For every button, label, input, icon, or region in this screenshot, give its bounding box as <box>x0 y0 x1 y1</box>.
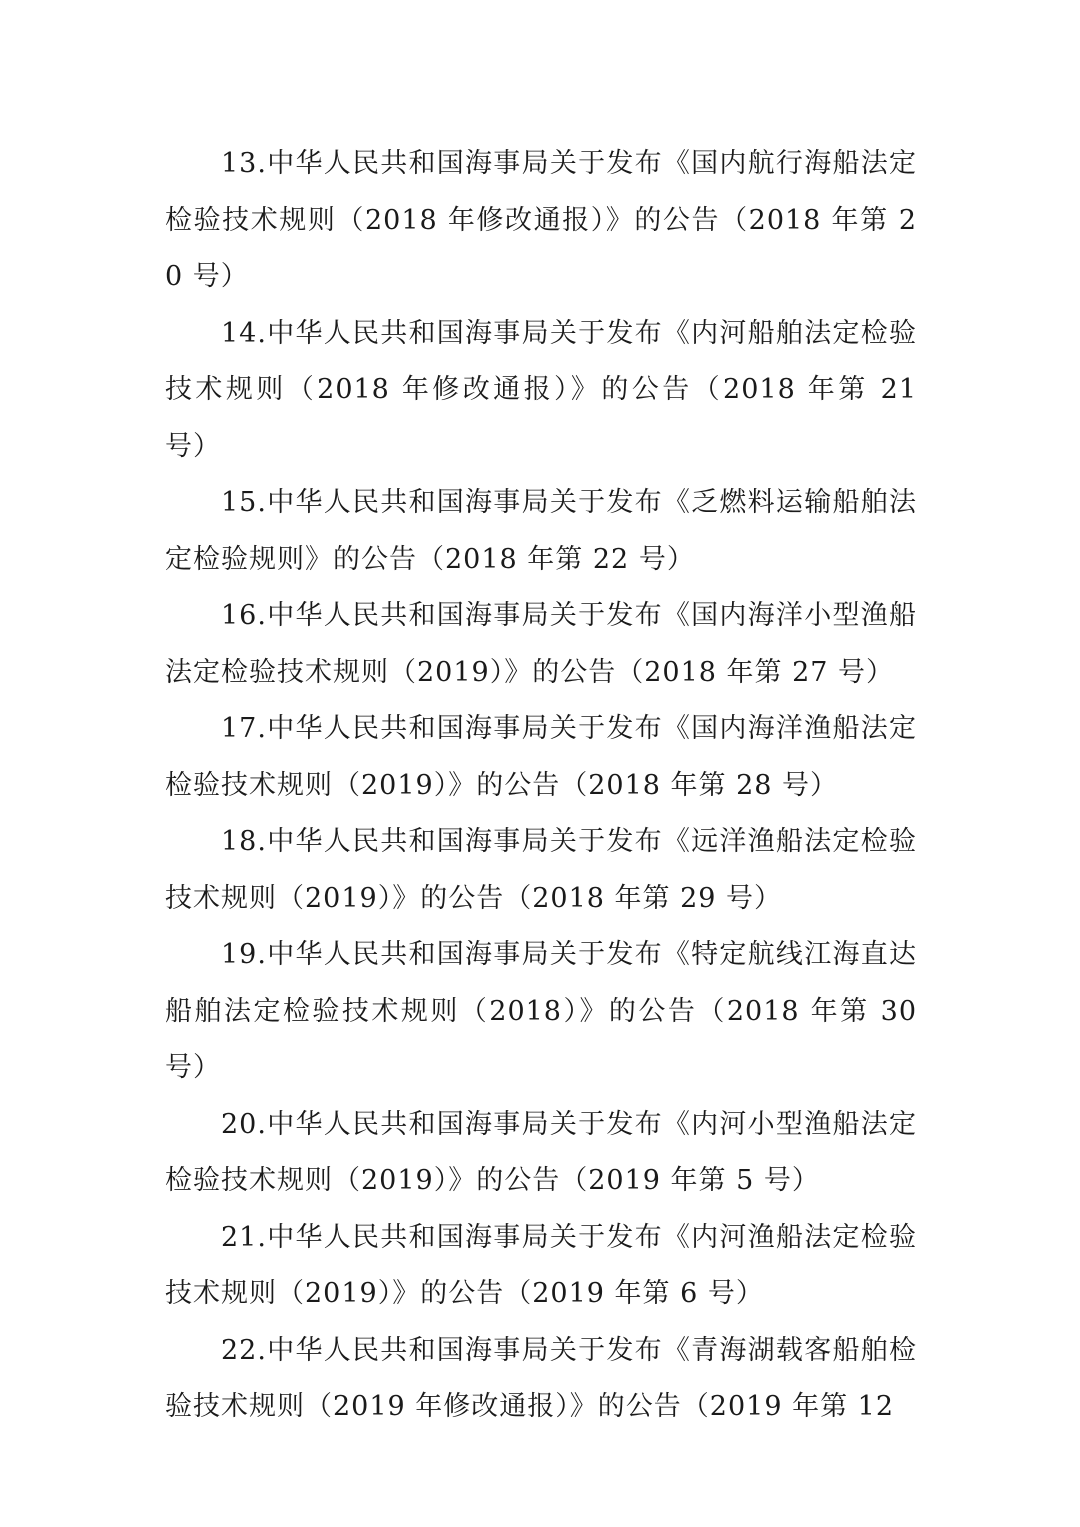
list-item-16: 16.中华人民共和国海事局关于发布《国内海洋小型渔船法定检验技术规则（2019）》的公告（2018 年第 27 号） <box>165 600 917 688</box>
list-item-14: 14.中华人民共和国海事局关于发布《内河船舶法定检验技术规则（2018 年修改通报）》的公告（2018 年第 21 号） <box>165 317 917 462</box>
announcement-list <box>165 136 917 1436</box>
list-item-19: 19.中华人民共和国海事局关于发布《特定航线江海直达船舶法定检验技术规则（2018）》的公告（2018 年第 30 号） <box>165 939 917 1083</box>
list-item-22: 22.中华人民共和国海事局关于发布《青海湖载客船舶检验技术规则（2019 年修改通报）》的公告（2019 年第 12 <box>165 1334 917 1422</box>
list-item-20: 20.中华人民共和国海事局关于发布《内河小型渔船法定检验技术规则（2019）》的公告（2019 年第 5 号） <box>165 1108 917 1196</box>
list-item-17: 17.中华人民共和国海事局关于发布《国内海洋渔船法定检验技术规则（2019）》的公告（2018 年第 28 号） <box>165 713 917 801</box>
list-item-21: 21.中华人民共和国海事局关于发布《内河渔船法定检验技术规则（2019）》的公告（2019 年第 6 号） <box>165 1221 917 1309</box>
list-item-13: 13.中华人民共和国海事局关于发布《国内航行海船法定检验技术规则（2018 年修改通报）》的公告（2018 年第 20 号） <box>165 148 917 292</box>
list-item-18: 18.中华人民共和国海事局关于发布《远洋渔船法定检验技术规则（2019）》的公告（2018 年第 29 号） <box>165 826 917 914</box>
list-item-15: 15.中华人民共和国海事局关于发布《乏燃料运输船舶法定检验规则》的公告（2018 年第 22 号） <box>165 487 917 575</box>
